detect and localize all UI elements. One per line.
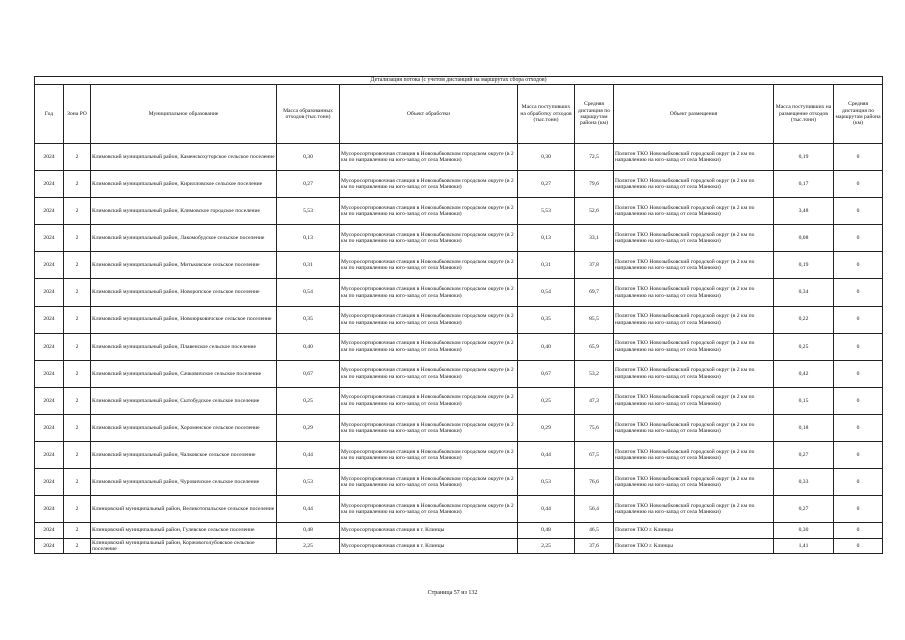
table-cell: Полигон ТКО Новозыбковский городской округ (в 2 км по направлению на юго-запад от села Манюки)	[614, 306, 774, 333]
table-cell: 2	[64, 225, 91, 252]
table-cell: Полигон ТКО Новозыбковский городской округ (в 2 км по направлению на юго-запад от села Манюки)	[614, 252, 774, 279]
table-cell: Полигон ТКО Новозыбковский городской округ (в 2 км по направлению на юго-запад от села Манюки)	[614, 469, 774, 496]
table-cell: 0	[834, 225, 883, 252]
table-cell: 0,34	[774, 279, 834, 306]
table-cell: 0	[834, 538, 883, 554]
column-header: Муниципальное образование	[91, 85, 277, 144]
table-cell: 0	[834, 171, 883, 198]
table-cell: 0	[834, 198, 883, 225]
table-row	[35, 225, 883, 252]
table-cell: 67,5	[575, 442, 614, 469]
table-row	[35, 306, 883, 333]
table-cell: 47,3	[575, 387, 614, 414]
table-cell: 0,29	[277, 414, 340, 441]
table-cell: 0,13	[518, 225, 575, 252]
table-cell: 2024	[35, 387, 64, 414]
table-cell: 2	[64, 279, 91, 306]
table-cell: 5,53	[277, 198, 340, 225]
table-cell: Мусоросортировочная станция в Новозыбковском городском округе (в 2 км по направлению на юго-запад от села Манюки)	[340, 442, 518, 469]
table-cell: 0,31	[518, 252, 575, 279]
table-cell: 0,27	[518, 171, 575, 198]
table-cell: 0,48	[277, 523, 340, 539]
table-cell: 2	[64, 198, 91, 225]
table-cell: 46,5	[575, 523, 614, 539]
table-cell: 0,42	[774, 360, 834, 387]
table-cell: 37,8	[575, 252, 614, 279]
table-row	[35, 333, 883, 360]
table-row	[35, 496, 883, 523]
table-cell: Полигон ТКО Новозыбковский городской округ (в 2 км по направлению на юго-запад от села Манюки)	[614, 225, 774, 252]
table-cell: 0,25	[518, 387, 575, 414]
table-cell: Мусоросортировочная станция в Новозыбковском городском округе (в 2 км по направлению на юго-запад от села Манюки)	[340, 306, 518, 333]
table-cell: 56,4	[575, 496, 614, 523]
table-cell: Климовский муниципальный район, Климовское городское поселение	[91, 198, 277, 225]
table-caption: Детализация потока (с учетом дистанций на маршрутах сбора отходов)	[35, 77, 883, 85]
table-cell: 52,6	[575, 198, 614, 225]
table-cell: 2	[64, 469, 91, 496]
table-cell: Мусоросортировочная станция в Новозыбковском городском округе (в 2 км по направлению на юго-запад от села Манюки)	[340, 171, 518, 198]
table-cell: 0	[834, 252, 883, 279]
table-cell: 2	[64, 171, 91, 198]
table-cell: 0,25	[277, 387, 340, 414]
column-header: Год	[35, 85, 64, 144]
table-cell: Мусоросортировочная станция в Новозыбковском городском округе (в 2 км по направлению на юго-запад от села Манюки)	[340, 252, 518, 279]
table-cell: 0	[834, 360, 883, 387]
table-cell: Полигон ТКО Новозыбковский городской округ (в 2 км по направлению на юго-запад от села Манюки)	[614, 387, 774, 414]
table-cell: 72,5	[575, 144, 614, 171]
table-cell: 0,33	[774, 469, 834, 496]
table-cell: 2024	[35, 144, 64, 171]
table-cell: 53,2	[575, 360, 614, 387]
table-cell: 0,44	[277, 496, 340, 523]
table-cell: 75,6	[575, 414, 614, 441]
table-cell: 0	[834, 387, 883, 414]
table-cell: 0,31	[277, 252, 340, 279]
table-cell: 0,67	[518, 360, 575, 387]
table-cell: 0,19	[774, 144, 834, 171]
table-cell: 0,35	[518, 306, 575, 333]
table-cell: 2	[64, 496, 91, 523]
table-cell: Мусоросортировочная станция в Новозыбковском городском округе (в 2 км по направлению на юго-запад от села Манюки)	[340, 360, 518, 387]
table-row	[35, 360, 883, 387]
document-sheet	[34, 76, 883, 554]
column-header: Объект размещения	[614, 85, 774, 144]
table-cell: 0,53	[277, 469, 340, 496]
table-cell: Полигон ТКО Новозыбковский городской округ (в 2 км по направлению на юго-запад от села Манюки)	[614, 360, 774, 387]
table-cell: Полигон ТКО Новозыбковский городской округ (в 2 км по направлению на юго-запад от села Манюки)	[614, 442, 774, 469]
table-cell: Климовский муниципальный район, Лакомобудское сельское поселение	[91, 225, 277, 252]
table-cell: 2024	[35, 171, 64, 198]
table-cell: 2024	[35, 496, 64, 523]
table-cell: 0,27	[277, 171, 340, 198]
table-row	[35, 279, 883, 306]
table-cell: Климовский муниципальный район, Плавенское сельское поселение	[91, 333, 277, 360]
table-cell: 79,6	[575, 171, 614, 198]
table-cell: 85,5	[575, 306, 614, 333]
table-row	[35, 414, 883, 441]
table-cell: 0,48	[518, 523, 575, 539]
table-cell: 2	[64, 333, 91, 360]
table-cell: 1,41	[774, 538, 834, 554]
table-cell: 0	[834, 333, 883, 360]
table-cell: 2024	[35, 469, 64, 496]
table-cell: 2	[64, 414, 91, 441]
table-cell: Климовский муниципальный район, Сытобудское сельское поселение	[91, 387, 277, 414]
table-cell: 3,48	[774, 198, 834, 225]
table-cell: 0,22	[774, 306, 834, 333]
table-cell: 0,54	[277, 279, 340, 306]
column-header: Объект обработки	[340, 85, 518, 144]
column-header: Масса поступивших на размещение отходов (тыс.тонн)	[774, 85, 834, 144]
table-cell: Полигон ТКО Новозыбковский городской округ (в 2 км по направлению на юго-запад от села Манюки)	[614, 496, 774, 523]
table-cell: 0,27	[774, 442, 834, 469]
table-cell: Полигон ТКО Новозыбковский городской округ (в 2 км по направлению на юго-запад от села Манюки)	[614, 171, 774, 198]
table-cell: 0,30	[277, 144, 340, 171]
table-cell: 0	[834, 414, 883, 441]
table-cell: 0,44	[518, 496, 575, 523]
table-cell: Климовский муниципальный район, Каменскохуторское сельское поселение	[91, 144, 277, 171]
table-cell: 2	[64, 306, 91, 333]
table-cell: 0,30	[774, 523, 834, 539]
table-cell: 0,53	[518, 469, 575, 496]
table-cell: 2024	[35, 198, 64, 225]
table-cell: Мусоросортировочная станция в г. Клинцы	[340, 538, 518, 554]
table-cell: 65,9	[575, 333, 614, 360]
table-row	[35, 198, 883, 225]
table-cell: Мусоросортировочная станция в Новозыбковском городском округе (в 2 км по направлению на юго-запад от села Манюки)	[340, 469, 518, 496]
table-row	[35, 171, 883, 198]
table-cell: 76,6	[575, 469, 614, 496]
waste-flow-table	[34, 76, 883, 554]
table-cell: 0,35	[277, 306, 340, 333]
table-cell: Мусоросортировочная станция в Новозыбковском городском округе (в 2 км по направлению на юго-запад от села Манюки)	[340, 387, 518, 414]
table-cell: 0,54	[518, 279, 575, 306]
column-header: Масса образованных отходов (тыс.тонн)	[277, 85, 340, 144]
table-cell: 33,1	[575, 225, 614, 252]
table-cell: 2024	[35, 360, 64, 387]
page-number: Страница 57 из 132	[427, 590, 478, 596]
table-cell: 2	[64, 360, 91, 387]
table-cell: 2	[64, 523, 91, 539]
column-header: Зона РО	[64, 85, 91, 144]
table-cell: Клинцовский муниципальный район, Гулевское сельское поселение	[91, 523, 277, 539]
table-row	[35, 523, 883, 539]
table-cell: 2	[64, 538, 91, 554]
table-cell: 0	[834, 442, 883, 469]
table-cell: 0,18	[774, 414, 834, 441]
table-body	[35, 144, 883, 554]
table-cell: Полигон ТКО Новозыбковский городской округ (в 2 км по направлению на юго-запад от села Манюки)	[614, 414, 774, 441]
table-cell: Полигон ТКО г. Клинцы	[614, 523, 774, 539]
table-cell: Клинцовский муниципальный район, Коржовоголубовское сельское поселение	[91, 538, 277, 554]
column-header: Средняя дистанция по маршрутам района (км)	[834, 85, 883, 144]
table-cell: 2024	[35, 333, 64, 360]
table-cell: 2	[64, 387, 91, 414]
table-cell: Мусоросортировочная станция в Новозыбковском городском округе (в 2 км по направлению на юго-запад от села Манюки)	[340, 496, 518, 523]
table-cell: 2024	[35, 252, 64, 279]
table-row	[35, 469, 883, 496]
table-cell: Климовский муниципальный район, Митьковское сельское поселение	[91, 252, 277, 279]
table-cell: 0	[834, 523, 883, 539]
table-row	[35, 442, 883, 469]
table-cell: 0,67	[277, 360, 340, 387]
table-cell: Мусоросортировочная станция в Новозыбковском городском округе (в 2 км по направлению на юго-запад от села Манюки)	[340, 144, 518, 171]
table-cell: 0,19	[774, 252, 834, 279]
table-cell: Климовский муниципальный район, Чалковское сельское поселение	[91, 442, 277, 469]
table-cell: 0	[834, 144, 883, 171]
table-cell: Мусоросортировочная станция в Новозыбковском городском округе (в 2 км по направлению на юго-запад от села Манюки)	[340, 198, 518, 225]
column-header: Средняя дистанция по маршрутам района (км)	[575, 85, 614, 144]
table-cell: 5,53	[518, 198, 575, 225]
table-cell: 2	[64, 144, 91, 171]
table-cell: Климовский муниципальный район, Хороменское сельское поселение	[91, 414, 277, 441]
table-cell: Полигон ТКО Новозыбковский городской округ (в 2 км по направлению на юго-запад от села Манюки)	[614, 279, 774, 306]
table-caption-row	[35, 77, 883, 85]
table-cell: 2	[64, 252, 91, 279]
table-cell: Климовский муниципальный район, Новоюрковичское сельское поселение	[91, 306, 277, 333]
table-cell: Мусоросортировочная станция в г. Клинцы	[340, 523, 518, 539]
table-cell: 0	[834, 306, 883, 333]
table-cell: Климовский муниципальный район, Чуровичское сельское поселение	[91, 469, 277, 496]
table-cell: 2024	[35, 523, 64, 539]
table-cell: 0,17	[774, 171, 834, 198]
table-cell: 0,44	[518, 442, 575, 469]
table-cell: Мусоросортировочная станция в Новозыбковском городском округе (в 2 км по направлению на юго-запад от села Манюки)	[340, 225, 518, 252]
table-cell: 0,08	[774, 225, 834, 252]
table-header-row	[35, 85, 883, 144]
table-cell: Полигон ТКО г. Клинцы	[614, 538, 774, 554]
table-row	[35, 144, 883, 171]
table-cell: 0,15	[774, 387, 834, 414]
table-row	[35, 538, 883, 554]
table-cell: Климовский муниципальный район, Сачковичское сельское поселение	[91, 360, 277, 387]
column-header: Масса поступивших на обработку отходов (тыс.тонн)	[518, 85, 575, 144]
table-cell: 2024	[35, 225, 64, 252]
table-cell: Клинцовский муниципальный район, Великотопальское сельское поселение	[91, 496, 277, 523]
table-cell: 2024	[35, 279, 64, 306]
table-cell: 0	[834, 496, 883, 523]
table-cell: 2024	[35, 538, 64, 554]
table-cell: Климовский муниципальный район, Кирилловское сельское поселение	[91, 171, 277, 198]
table-cell: Мусоросортировочная станция в Новозыбковском городском округе (в 2 км по направлению на юго-запад от села Манюки)	[340, 279, 518, 306]
table-cell: 2,25	[277, 538, 340, 554]
table-cell: 0,44	[277, 442, 340, 469]
table-cell: 2024	[35, 306, 64, 333]
table-cell: 0,27	[774, 496, 834, 523]
table-cell: 0,40	[277, 333, 340, 360]
table-cell: 0,40	[518, 333, 575, 360]
table-cell: Полигон ТКО Новозыбковский городской округ (в 2 км по направлению на юго-запад от села Манюки)	[614, 333, 774, 360]
table-cell: 2024	[35, 414, 64, 441]
table-cell: 37,6	[575, 538, 614, 554]
table-cell: 0,30	[518, 144, 575, 171]
table-cell: 0	[834, 279, 883, 306]
table-cell: 69,7	[575, 279, 614, 306]
table-cell: 2	[64, 442, 91, 469]
table-cell: 0	[834, 469, 883, 496]
table-cell: 0,25	[774, 333, 834, 360]
table-row	[35, 387, 883, 414]
table-cell: Мусоросортировочная станция в Новозыбковском городском округе (в 2 км по направлению на юго-запад от села Манюки)	[340, 333, 518, 360]
table-cell: 0,13	[277, 225, 340, 252]
table-cell: Мусоросортировочная станция в Новозыбковском городском округе (в 2 км по направлению на юго-запад от села Манюки)	[340, 414, 518, 441]
table-cell: 0,29	[518, 414, 575, 441]
table-cell: Климовский муниципальный район, Новоропское сельское поселение	[91, 279, 277, 306]
table-cell: 2024	[35, 442, 64, 469]
table-cell: Полигон ТКО Новозыбковский городской округ (в 2 км по направлению на юго-запад от села Манюки)	[614, 198, 774, 225]
table-cell: Полигон ТКО Новозыбковский городской округ (в 2 км по направлению на юго-запад от села Манюки)	[614, 144, 774, 171]
table-row	[35, 252, 883, 279]
table-cell: 2,25	[518, 538, 575, 554]
